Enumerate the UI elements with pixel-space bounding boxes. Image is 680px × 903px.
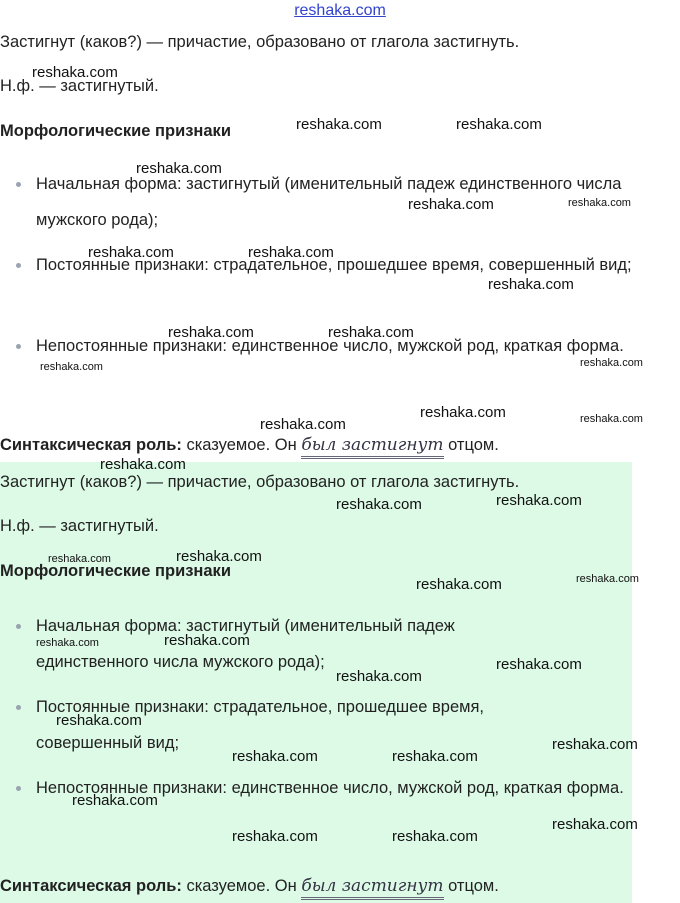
watermark: reshaka.com <box>392 828 478 845</box>
normal-form-text: Н.ф. — застигнутый. <box>0 517 159 535</box>
watermark: reshaka.com <box>248 244 334 261</box>
normal-form-text: Н.ф. — застигнутый. <box>0 77 159 95</box>
handwritten-example: был застигнут <box>301 435 443 459</box>
bullet-icon <box>16 182 21 187</box>
bullet-icon <box>16 344 21 349</box>
watermark: reshaka.com <box>32 64 118 81</box>
syntax-text: сказуемое. Он <box>181 436 302 454</box>
watermark: reshaka.com <box>420 404 506 421</box>
watermark: reshaka.com <box>232 748 318 765</box>
bullet-text: Начальная форма: застигнутый (именительный падеж единственного числа мужского рода); <box>36 175 622 229</box>
site-header-link[interactable]: reshaka.com <box>294 2 386 19</box>
watermark: reshaka.com <box>552 736 638 753</box>
watermark: reshaka.com <box>328 324 414 341</box>
syntax-role <box>0 435 499 455</box>
bullet-icon <box>16 263 21 268</box>
syntax-role <box>0 876 499 896</box>
watermark: reshaka.com <box>72 792 158 809</box>
watermark: reshaka.com <box>136 160 222 177</box>
watermark: reshaka.com <box>576 573 639 585</box>
bullet-text: Начальная форма: застигнутый (именительный падеж единственного числа мужского рода); <box>36 617 455 671</box>
morph-heading: Морфологические признаки <box>0 562 231 580</box>
syntax-label: Синтаксическая роль: <box>0 436 182 454</box>
syntax-label: Синтаксическая роль: <box>0 877 182 895</box>
watermark: reshaka.com <box>100 456 186 473</box>
bullet-text: Постоянные признаки: страдательное, прошедшее время, совершенный вид; <box>36 698 484 752</box>
watermark: reshaka.com <box>48 553 111 565</box>
syntax-end: отцом. <box>443 877 499 895</box>
intro-text: Застигнут (каков?) — причастие, образовано от глагола застигнуть. <box>0 33 520 51</box>
watermark: reshaka.com <box>176 548 262 565</box>
watermark: reshaka.com <box>456 116 542 133</box>
watermark: reshaka.com <box>580 357 643 369</box>
handwritten-example: был застигнут <box>301 876 443 900</box>
watermark: reshaka.com <box>88 244 174 261</box>
watermark: reshaka.com <box>496 656 582 673</box>
bullet-icon <box>16 786 21 791</box>
watermark: reshaka.com <box>336 668 422 685</box>
watermark: reshaka.com <box>496 492 582 509</box>
bullet-text: Постоянные признаки: страдательное, прошедшее время, совершенный вид; <box>36 256 632 274</box>
morph-heading: Морфологические признаки <box>0 122 231 140</box>
watermark: reshaka.com <box>392 748 478 765</box>
watermark: reshaka.com <box>336 496 422 513</box>
watermark: reshaka.com <box>168 324 254 341</box>
watermark: reshaka.com <box>580 413 643 425</box>
watermark: reshaka.com <box>552 816 638 833</box>
watermark: reshaka.com <box>416 576 502 593</box>
watermark: reshaka.com <box>164 632 250 649</box>
watermark: reshaka.com <box>260 416 346 433</box>
watermark: reshaka.com <box>488 276 574 293</box>
watermark: reshaka.com <box>36 637 99 649</box>
bullet-text: Непостоянные признаки: единственное число, мужской род, краткая форма. <box>36 337 624 355</box>
bullet-icon <box>16 624 21 629</box>
watermark: reshaka.com <box>408 196 494 213</box>
watermark: reshaka.com <box>56 712 142 729</box>
watermark: reshaka.com <box>296 116 382 133</box>
watermark: reshaka.com <box>40 361 103 373</box>
syntax-end: отцом. <box>443 436 499 454</box>
watermark: reshaka.com <box>232 828 318 845</box>
bullet-icon <box>16 705 21 710</box>
syntax-text: сказуемое. Он <box>181 877 302 895</box>
bullet-text: Непостоянные признаки: единственное число, мужской род, краткая форма. <box>36 779 624 797</box>
watermark: reshaka.com <box>568 197 631 209</box>
intro-text: Застигнут (каков?) — причастие, образовано от глагола застигнуть. <box>0 473 520 491</box>
